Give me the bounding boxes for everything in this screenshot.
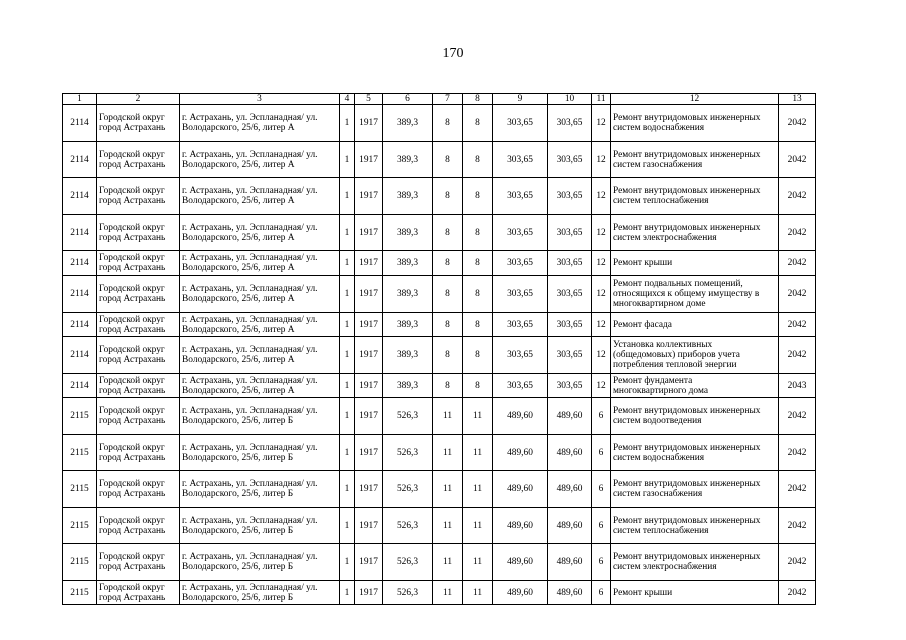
municipality-cell: Городской округ город Астрахань xyxy=(97,581,180,605)
year-planned-cell: 2042 xyxy=(779,508,816,544)
col8-cell: 8 xyxy=(463,251,493,276)
municipality-cell: Городской округ город Астрахань xyxy=(97,251,180,276)
work-type-cell: Ремонт внутридомовых инженерных систем водоснабжения xyxy=(611,105,779,142)
col8-cell: 8 xyxy=(463,215,493,251)
year-cell: 1917 xyxy=(355,105,383,142)
col10-cell: 303,65 xyxy=(548,105,592,142)
col10-cell: 303,65 xyxy=(548,337,592,374)
col11-cell: 6 xyxy=(592,581,611,605)
year-cell: 1917 xyxy=(355,435,383,471)
col11-cell: 6 xyxy=(592,508,611,544)
year-planned-cell: 2042 xyxy=(779,313,816,337)
municipality-cell: Городской округ город Астрахань xyxy=(97,215,180,251)
area-cell: 526,3 xyxy=(383,471,433,508)
col4-cell: 1 xyxy=(340,471,355,508)
year-cell: 1917 xyxy=(355,142,383,178)
col11-cell: 12 xyxy=(592,251,611,276)
col8-cell: 8 xyxy=(463,276,493,313)
work-type-cell: Ремонт крыши xyxy=(611,251,779,276)
year-cell: 1917 xyxy=(355,544,383,581)
year-planned-cell: 2042 xyxy=(779,581,816,605)
col10-cell: 489,60 xyxy=(548,581,592,605)
table-row xyxy=(63,581,816,605)
col7-cell: 11 xyxy=(433,581,463,605)
work-type-cell: Ремонт подвальных помещений, относящихся к общему имуществу в многоквартирном доме xyxy=(611,276,779,313)
col9-cell: 303,65 xyxy=(493,178,548,215)
col4-cell: 1 xyxy=(340,276,355,313)
municipality-cell: Городской округ город Астрахань xyxy=(97,374,180,398)
table-row xyxy=(63,337,816,374)
year-planned-cell: 2042 xyxy=(779,337,816,374)
col8-cell: 11 xyxy=(463,508,493,544)
area-cell: 526,3 xyxy=(383,544,433,581)
col8-cell: 11 xyxy=(463,471,493,508)
work-type-cell: Ремонт внутридомовых инженерных систем электроснабжения xyxy=(611,544,779,581)
column-header: 10 xyxy=(548,94,592,105)
column-header: 1 xyxy=(63,94,97,105)
col10-cell: 303,65 xyxy=(548,313,592,337)
work-type-cell: Ремонт внутридомовых инженерных систем водоотведения xyxy=(611,398,779,435)
work-type-cell: Ремонт фасада xyxy=(611,313,779,337)
col9-cell: 303,65 xyxy=(493,215,548,251)
col4-cell: 1 xyxy=(340,215,355,251)
municipality-cell: Городской округ город Астрахань xyxy=(97,435,180,471)
table-row xyxy=(63,471,816,508)
table-row xyxy=(63,251,816,276)
col9-cell: 303,65 xyxy=(493,251,548,276)
work-type-cell: Ремонт внутридомовых инженерных систем газоснабжения xyxy=(611,142,779,178)
col10-cell: 489,60 xyxy=(548,471,592,508)
col11-cell: 12 xyxy=(592,142,611,178)
col7-cell: 8 xyxy=(433,276,463,313)
col10-cell: 303,65 xyxy=(548,276,592,313)
page-number: 170 xyxy=(442,46,464,61)
year-planned-cell: 2042 xyxy=(779,215,816,251)
column-header: 6 xyxy=(383,94,433,105)
area-cell: 389,3 xyxy=(383,215,433,251)
row-number-cell: 2114 xyxy=(63,142,97,178)
col11-cell: 6 xyxy=(592,398,611,435)
column-header: 4 xyxy=(340,94,355,105)
col4-cell: 1 xyxy=(340,508,355,544)
col10-cell: 303,65 xyxy=(548,142,592,178)
col7-cell: 11 xyxy=(433,544,463,581)
col7-cell: 8 xyxy=(433,313,463,337)
col7-cell: 8 xyxy=(433,374,463,398)
col11-cell: 12 xyxy=(592,313,611,337)
table-body xyxy=(63,105,816,605)
area-cell: 389,3 xyxy=(383,337,433,374)
row-number-cell: 2114 xyxy=(63,337,97,374)
row-number-cell: 2115 xyxy=(63,581,97,605)
col7-cell: 8 xyxy=(433,337,463,374)
column-header: 11 xyxy=(592,94,611,105)
col8-cell: 8 xyxy=(463,105,493,142)
col9-cell: 489,60 xyxy=(493,471,548,508)
municipality-cell: Городской округ город Астрахань xyxy=(97,544,180,581)
col8-cell: 8 xyxy=(463,337,493,374)
year-planned-cell: 2042 xyxy=(779,178,816,215)
table-row xyxy=(63,398,816,435)
area-cell: 526,3 xyxy=(383,435,433,471)
col9-cell: 303,65 xyxy=(493,142,548,178)
address-cell: г. Астрахань, ул. Эспланадная/ ул. Володарского, 25/6, литер А xyxy=(180,313,340,337)
year-cell: 1917 xyxy=(355,313,383,337)
col11-cell: 12 xyxy=(592,178,611,215)
col11-cell: 6 xyxy=(592,435,611,471)
year-cell: 1917 xyxy=(355,337,383,374)
year-planned-cell: 2042 xyxy=(779,276,816,313)
col10-cell: 489,60 xyxy=(548,435,592,471)
address-cell: г. Астрахань, ул. Эспланадная/ ул. Володарского, 25/6, литер А xyxy=(180,251,340,276)
col9-cell: 489,60 xyxy=(493,581,548,605)
year-cell: 1917 xyxy=(355,471,383,508)
table-row xyxy=(63,508,816,544)
col4-cell: 1 xyxy=(340,544,355,581)
year-planned-cell: 2042 xyxy=(779,251,816,276)
col9-cell: 303,65 xyxy=(493,313,548,337)
table-row xyxy=(63,435,816,471)
area-cell: 389,3 xyxy=(383,178,433,215)
table-row xyxy=(63,313,816,337)
col11-cell: 12 xyxy=(592,374,611,398)
area-cell: 526,3 xyxy=(383,508,433,544)
area-cell: 389,3 xyxy=(383,276,433,313)
work-type-cell: Ремонт внутридомовых инженерных систем водоснабжения xyxy=(611,435,779,471)
year-planned-cell: 2042 xyxy=(779,105,816,142)
address-cell: г. Астрахань, ул. Эспланадная/ ул. Володарского, 25/6, литер А xyxy=(180,178,340,215)
col7-cell: 11 xyxy=(433,508,463,544)
table-row xyxy=(63,544,816,581)
municipality-cell: Городской округ город Астрахань xyxy=(97,142,180,178)
row-number-cell: 2115 xyxy=(63,544,97,581)
work-type-cell: Ремонт фундамента многоквартирного дома xyxy=(611,374,779,398)
col8-cell: 11 xyxy=(463,398,493,435)
year-cell: 1917 xyxy=(355,215,383,251)
col9-cell: 489,60 xyxy=(493,398,548,435)
col7-cell: 11 xyxy=(433,471,463,508)
col8-cell: 11 xyxy=(463,435,493,471)
table-header-row xyxy=(63,94,816,105)
table-row xyxy=(63,142,816,178)
column-header: 8 xyxy=(463,94,493,105)
year-cell: 1917 xyxy=(355,398,383,435)
col4-cell: 1 xyxy=(340,313,355,337)
col7-cell: 11 xyxy=(433,435,463,471)
col11-cell: 6 xyxy=(592,544,611,581)
year-planned-cell: 2042 xyxy=(779,471,816,508)
area-cell: 389,3 xyxy=(383,251,433,276)
col11-cell: 12 xyxy=(592,105,611,142)
address-cell: г. Астрахань, ул. Эспланадная/ ул. Володарского, 25/6, литер Б xyxy=(180,471,340,508)
year-planned-cell: 2042 xyxy=(779,142,816,178)
col4-cell: 1 xyxy=(340,374,355,398)
col8-cell: 11 xyxy=(463,581,493,605)
col8-cell: 8 xyxy=(463,142,493,178)
address-cell: г. Астрахань, ул. Эспланадная/ ул. Володарского, 25/6, литер Б xyxy=(180,544,340,581)
col7-cell: 11 xyxy=(433,398,463,435)
area-cell: 389,3 xyxy=(383,142,433,178)
col4-cell: 1 xyxy=(340,105,355,142)
area-cell: 526,3 xyxy=(383,581,433,605)
address-cell: г. Астрахань, ул. Эспланадная/ ул. Володарского, 25/6, литер А xyxy=(180,374,340,398)
area-cell: 389,3 xyxy=(383,105,433,142)
repair-schedule-table xyxy=(62,93,816,605)
col10-cell: 489,60 xyxy=(548,544,592,581)
col7-cell: 8 xyxy=(433,178,463,215)
row-number-cell: 2115 xyxy=(63,471,97,508)
col4-cell: 1 xyxy=(340,581,355,605)
address-cell: г. Астрахань, ул. Эспланадная/ ул. Володарского, 25/6, литер А xyxy=(180,215,340,251)
year-cell: 1917 xyxy=(355,178,383,215)
column-header: 2 xyxy=(97,94,180,105)
row-number-cell: 2115 xyxy=(63,398,97,435)
column-header: 7 xyxy=(433,94,463,105)
col9-cell: 489,60 xyxy=(493,544,548,581)
col11-cell: 12 xyxy=(592,215,611,251)
col8-cell: 8 xyxy=(463,374,493,398)
row-number-cell: 2114 xyxy=(63,215,97,251)
address-cell: г. Астрахань, ул. Эспланадная/ ул. Володарского, 25/6, литер А xyxy=(180,337,340,374)
work-type-cell: Ремонт внутридомовых инженерных систем электроснабжения xyxy=(611,215,779,251)
year-cell: 1917 xyxy=(355,374,383,398)
table-row xyxy=(63,178,816,215)
municipality-cell: Городской округ город Астрахань xyxy=(97,337,180,374)
municipality-cell: Городской округ город Астрахань xyxy=(97,276,180,313)
col8-cell: 8 xyxy=(463,178,493,215)
col8-cell: 11 xyxy=(463,544,493,581)
col9-cell: 303,65 xyxy=(493,276,548,313)
table-row xyxy=(63,374,816,398)
address-cell: г. Астрахань, ул. Эспланадная/ ул. Володарского, 25/6, литер А xyxy=(180,105,340,142)
address-cell: г. Астрахань, ул. Эспланадная/ ул. Володарского, 25/6, литер Б xyxy=(180,508,340,544)
municipality-cell: Городской округ город Астрахань xyxy=(97,178,180,215)
work-type-cell: Ремонт внутридомовых инженерных систем теплоснабжения xyxy=(611,508,779,544)
col7-cell: 8 xyxy=(433,215,463,251)
row-number-cell: 2115 xyxy=(63,508,97,544)
col7-cell: 8 xyxy=(433,251,463,276)
work-type-cell: Ремонт внутридомовых инженерных систем газоснабжения xyxy=(611,471,779,508)
work-type-cell: Установка коллективных (общедомовых) приборов учета потребления тепловой энергии xyxy=(611,337,779,374)
year-planned-cell: 2043 xyxy=(779,374,816,398)
year-cell: 1917 xyxy=(355,508,383,544)
col4-cell: 1 xyxy=(340,337,355,374)
address-cell: г. Астрахань, ул. Эспланадная/ ул. Володарского, 25/6, литер Б xyxy=(180,581,340,605)
col10-cell: 489,60 xyxy=(548,508,592,544)
col11-cell: 12 xyxy=(592,337,611,374)
work-type-cell: Ремонт внутридомовых инженерных систем теплоснабжения xyxy=(611,178,779,215)
row-number-cell: 2114 xyxy=(63,374,97,398)
col4-cell: 1 xyxy=(340,398,355,435)
row-number-cell: 2114 xyxy=(63,105,97,142)
col9-cell: 303,65 xyxy=(493,105,548,142)
col4-cell: 1 xyxy=(340,178,355,215)
col9-cell: 489,60 xyxy=(493,435,548,471)
area-cell: 389,3 xyxy=(383,313,433,337)
column-header: 13 xyxy=(779,94,816,105)
year-cell: 1917 xyxy=(355,251,383,276)
col4-cell: 1 xyxy=(340,435,355,471)
col9-cell: 303,65 xyxy=(493,374,548,398)
column-header: 3 xyxy=(180,94,340,105)
year-planned-cell: 2042 xyxy=(779,435,816,471)
table-row xyxy=(63,105,816,142)
municipality-cell: Городской округ город Астрахань xyxy=(97,105,180,142)
column-header: 9 xyxy=(493,94,548,105)
row-number-cell: 2114 xyxy=(63,178,97,215)
col4-cell: 1 xyxy=(340,142,355,178)
address-cell: г. Астрахань, ул. Эспланадная/ ул. Володарского, 25/6, литер Б xyxy=(180,398,340,435)
col4-cell: 1 xyxy=(340,251,355,276)
col9-cell: 303,65 xyxy=(493,337,548,374)
municipality-cell: Городской округ город Астрахань xyxy=(97,508,180,544)
municipality-cell: Городской округ город Астрахань xyxy=(97,471,180,508)
col10-cell: 303,65 xyxy=(548,251,592,276)
column-header: 5 xyxy=(355,94,383,105)
year-planned-cell: 2042 xyxy=(779,544,816,581)
col7-cell: 8 xyxy=(433,142,463,178)
table-row xyxy=(63,276,816,313)
col10-cell: 489,60 xyxy=(548,398,592,435)
row-number-cell: 2114 xyxy=(63,276,97,313)
year-planned-cell: 2042 xyxy=(779,398,816,435)
row-number-cell: 2115 xyxy=(63,435,97,471)
municipality-cell: Городской округ город Астрахань xyxy=(97,313,180,337)
year-cell: 1917 xyxy=(355,581,383,605)
row-number-cell: 2114 xyxy=(63,251,97,276)
col7-cell: 8 xyxy=(433,105,463,142)
col11-cell: 12 xyxy=(592,276,611,313)
col10-cell: 303,65 xyxy=(548,178,592,215)
address-cell: г. Астрахань, ул. Эспланадная/ ул. Володарского, 25/6, литер А xyxy=(180,276,340,313)
col11-cell: 6 xyxy=(592,471,611,508)
address-cell: г. Астрахань, ул. Эспланадная/ ул. Володарского, 25/6, литер Б xyxy=(180,435,340,471)
row-number-cell: 2114 xyxy=(63,313,97,337)
year-cell: 1917 xyxy=(355,276,383,313)
address-cell: г. Астрахань, ул. Эспланадная/ ул. Володарского, 25/6, литер А xyxy=(180,142,340,178)
col10-cell: 303,65 xyxy=(548,374,592,398)
area-cell: 526,3 xyxy=(383,398,433,435)
work-type-cell: Ремонт крыши xyxy=(611,581,779,605)
col9-cell: 489,60 xyxy=(493,508,548,544)
col8-cell: 8 xyxy=(463,313,493,337)
municipality-cell: Городской округ город Астрахань xyxy=(97,398,180,435)
col10-cell: 303,65 xyxy=(548,215,592,251)
column-header: 12 xyxy=(611,94,779,105)
table-row xyxy=(63,215,816,251)
area-cell: 389,3 xyxy=(383,374,433,398)
